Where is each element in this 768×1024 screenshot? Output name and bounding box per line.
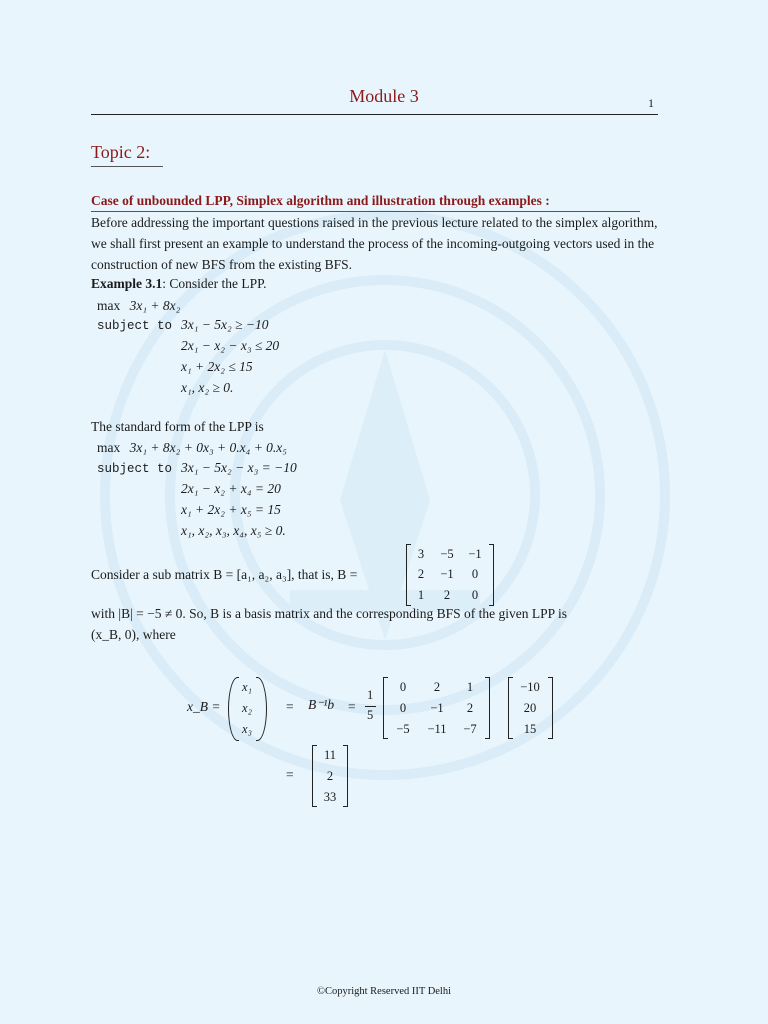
equals-sign: = [348, 699, 356, 714]
matrix-binv-cell: −7 [463, 722, 477, 736]
matrix-binv-cell: −5 [396, 722, 410, 736]
module-title: Module 3 [349, 86, 419, 106]
header-rule [91, 114, 658, 115]
page-number: 1 [648, 96, 654, 110]
equals-sign: = [286, 767, 294, 782]
vector-b-cell: −10 [520, 680, 540, 694]
matrix-binv-cell: 2 [433, 680, 441, 694]
basis-text-1: with |B| = −5 ≠ 0. So, B is a basis matrix and the corresponding BFS of the given LPP is [91, 606, 568, 621]
example-text: : Consider the LPP. [162, 276, 267, 291]
example-line [91, 276, 267, 292]
lpp1-objective: 3x₁ + 8x₂ [129, 298, 181, 313]
matrix-binv-cell: −1 [430, 701, 444, 715]
vector-b-left-bracket [508, 677, 513, 739]
matrix-binv-cell: −11 [427, 722, 447, 736]
matrix-binv-right-bracket [485, 677, 490, 739]
matrix-b-cell: −5 [440, 547, 454, 561]
vector-b-right-bracket [548, 677, 553, 739]
topic-heading: Topic 2: [91, 142, 151, 162]
matrix-b-cell: 2 [417, 567, 425, 581]
lpp1-subject-to: subject to [97, 319, 173, 333]
standard-form-text: The standard form of the LPP is [91, 419, 264, 434]
vector-b-cell: 20 [523, 701, 537, 715]
lpp1-constraint-2: 2x₁ − x₂ − x₃ ≤ 20 [181, 338, 280, 353]
xb-entry: x₃ [242, 722, 252, 736]
lpp1-constraint-3: x₁ + 2x₂ ≤ 15 [181, 359, 253, 374]
lpp1-max-keyword: max [97, 298, 121, 313]
lpp2-subject-to: subject to [97, 462, 173, 476]
result-cell: 11 [323, 748, 337, 762]
matrix-binv-cell: 2 [466, 701, 474, 715]
matrix-b-cell: −1 [440, 567, 454, 581]
topic-underline [91, 166, 163, 167]
equals-sign: = [286, 699, 294, 714]
lpp2-constraint-3: x₁ + 2x₂ + x₅ = 15 [181, 502, 281, 517]
lpp2-max-keyword: max [97, 440, 121, 455]
matrix-binv-cell: 0 [399, 701, 407, 715]
fraction-denominator: 5 [367, 708, 374, 722]
example-label: Example 3.1 [91, 276, 163, 291]
lpp2-objective-line [97, 440, 287, 456]
lpp1-constraint-4: x₁, x₂ ≥ 0. [181, 380, 234, 395]
fraction-bar [365, 706, 376, 707]
basis-text-2: (x_B, 0), where [91, 627, 176, 642]
result-cell: 33 [323, 790, 337, 804]
matrix-b-cell: −1 [468, 547, 482, 561]
lpp2-constraint-2: 2x₁ − x₂ + x₄ = 20 [181, 481, 281, 496]
lpp2-constraint-1: 3x₁ − 5x₂ − x₃ = −10 [181, 460, 297, 475]
xb-entry: x₂ [242, 701, 252, 715]
submatrix-text: Consider a sub matrix B = [a₁, a₂, a₃], that is, B = [91, 567, 358, 582]
matrix-b-cell: 0 [471, 567, 479, 581]
lpp2-objective: 3x₁ + 8x₂ + 0x₃ + 0.x₄ + 0.x₅ [129, 440, 287, 455]
lpp1-objective-line [97, 298, 180, 314]
matrix-b-cell: 2 [443, 588, 451, 602]
section-heading: Case of unbounded LPP, Simplex algorithm and illustration through examples : [91, 193, 550, 208]
lpp1-constraint-1: 3x₁ − 5x₂ ≥ −10 [181, 317, 269, 332]
lpp2-constraint-4: x₁, x₂, x₃, x₄, x₅ ≥ 0. [181, 523, 286, 538]
matrix-binv-cell: 0 [399, 680, 407, 694]
matrix-b-cell: 3 [417, 547, 425, 561]
matrix-binv-cell: 1 [466, 680, 474, 694]
xb-entry: x₁ [242, 680, 252, 694]
xb-label: x_B = [187, 699, 221, 714]
binv-b: B⁻¹b [308, 697, 335, 712]
intro-paragraph: Before addressing the important questions raised in the previous lecture related to the simplex algorithm, we shall first present an example to understand the process of the incoming-outgoing vectors used in the construction of new BFS from the existing BFS. [91, 215, 658, 272]
vector-b-cell: 15 [523, 722, 537, 736]
matrix-b-cell: 0 [471, 588, 479, 602]
matrix-b-cell: 1 [417, 588, 425, 602]
copyright-footer: ©Copyright Reserved IIT Delhi [316, 986, 452, 997]
fraction-numerator: 1 [367, 688, 374, 702]
result-cell: 2 [326, 769, 334, 783]
